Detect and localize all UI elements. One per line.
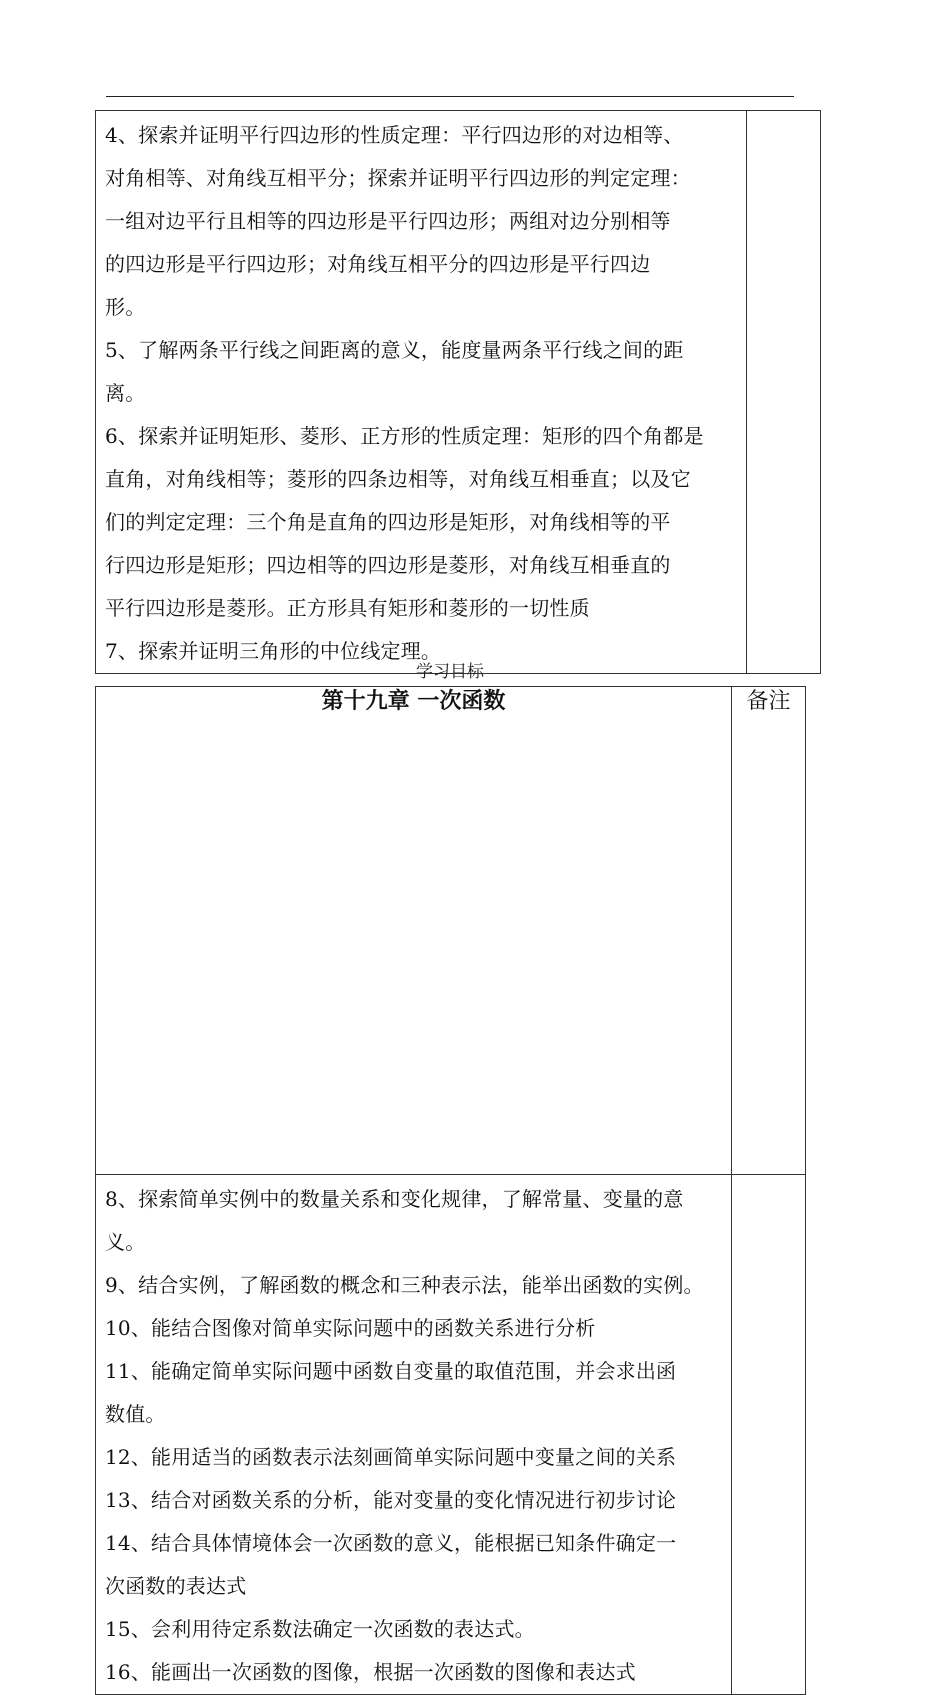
text-line: 13、结合对函数关系的分析，能对变量的变化情况进行初步讨论 (105, 1488, 677, 1512)
text-line: 16、能画出一次函数的图像，根据一次函数的图像和表达式 (105, 1660, 636, 1684)
text-line: 一组对边平行且相等的四边形是平行四边形；两组对边分别相等 (105, 209, 671, 233)
text-line: 4、探索并证明平行四边形的性质定理：平行四边形的对边相等、 (105, 123, 684, 147)
text-line: 10、能结合图像对简单实际问题中的函数关系进行分析 (105, 1316, 596, 1340)
text-line: 次函数的表达式 (105, 1574, 247, 1598)
text-line: 11、能确定简单实际问题中函数自变量的取值范围，并会求出函 (105, 1359, 677, 1383)
text-line: 8、探索简单实例中的数量关系和变化规律，了解常量、变量的意 (105, 1187, 684, 1211)
text-line: 们的判定定理：三个角是直角的四边形是矩形，对角线相等的平 (105, 510, 671, 534)
text-line: 行四边形是矩形；四边相等的四边形是菱形，对角线互相垂直的 (105, 553, 671, 577)
objectives-content-cell (96, 1175, 732, 1695)
text-line: 12、能用适当的函数表示法刻画简单实际问题中变量之间的关系 (105, 1445, 677, 1469)
text-line: 7、探索并证明三角形的中位线定理。 (105, 639, 442, 663)
text-line: 对角相等、对角线互相平分；探索并证明平行四边形的判定定理： (105, 166, 691, 190)
chapter-title: 第十九章 一次函数 (321, 689, 506, 714)
table-row (96, 1175, 806, 1695)
text-line: 形。 (105, 295, 146, 319)
text-line: 9、结合实例，了解函数的概念和三种表示法，能举出函数的实例。 (105, 1273, 704, 1297)
text-line: 平行四边形是菱形。正方形具有矩形和菱形的一切性质 (105, 596, 590, 620)
text-line: 6、探索并证明矩形、菱形、正方形的性质定理：矩形的四个角都是 (105, 424, 704, 448)
table-row (96, 111, 821, 674)
text-line: 离。 (105, 381, 146, 405)
text-line: 直角，对角线相等；菱形的四条边相等，对角线互相垂直；以及它 (105, 467, 691, 491)
remarks-cell (732, 1175, 806, 1695)
header-rule (106, 96, 794, 97)
objectives-table-continued (95, 110, 821, 674)
chapter-title-cell (96, 687, 732, 1175)
remarks-header-cell (732, 687, 806, 1175)
text-line: 15、会利用待定系数法确定一次函数的表达式。 (105, 1617, 535, 1641)
remarks-header: 备注 (746, 689, 791, 714)
text-line: 义。 (105, 1230, 146, 1254)
text-line: 14、结合具体情境体会一次函数的意义，能根据已知条件确定一 (105, 1531, 677, 1555)
objectives-content-cell (96, 111, 747, 674)
text-line: 的四边形是平行四边形；对角线互相平分的四边形是平行四边 (105, 252, 651, 276)
text-line: 5、了解两条平行线之间距离的意义，能度量两条平行线之间的距 (105, 338, 684, 362)
table-caption: 学习目标 (416, 662, 484, 682)
text-line: 数值。 (105, 1402, 166, 1426)
chapter19-objectives-table (95, 686, 806, 1695)
table-header-row (96, 687, 806, 1175)
remarks-cell (747, 111, 821, 674)
